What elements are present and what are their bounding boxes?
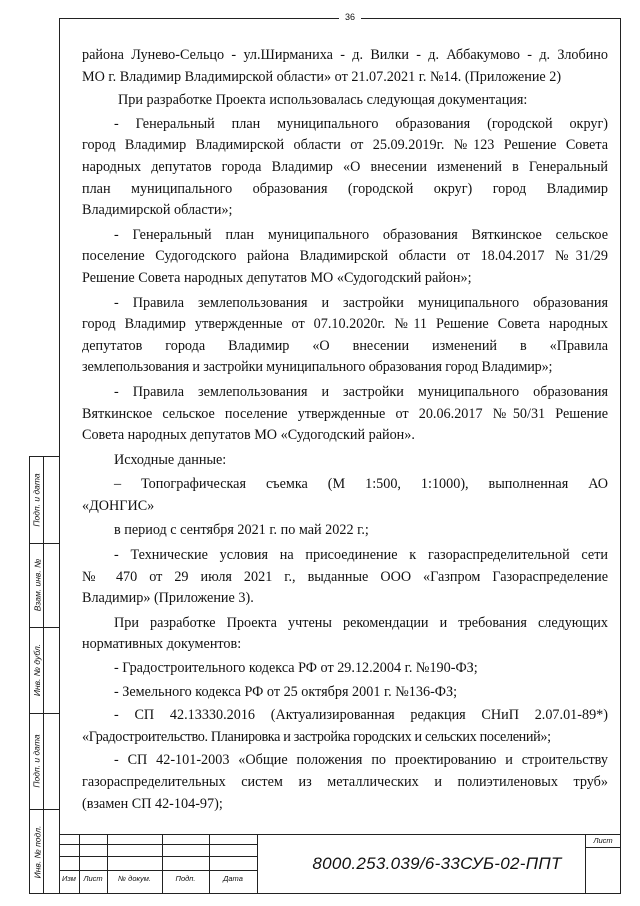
- stamp-col: [257, 834, 258, 894]
- text-line: - Земельного кодекса РФ от 25 октября 2001 г. №136-ФЗ;: [114, 683, 458, 700]
- text-line: МО г. Владимир Владимирской области» от 21.07.2021 г. №14. (Приложение 2): [82, 68, 562, 85]
- stamp-col-izm: Изм: [62, 874, 76, 883]
- text-line: - СП 42.13330.2016 (Актуализированная редакция СНиП 2.07.01-89*): [114, 707, 608, 724]
- text-line: нормативных документов:: [82, 636, 242, 653]
- stamp-col-list: Лист: [83, 874, 103, 883]
- stamp-rule: [585, 847, 621, 848]
- text-line: - СП 42-101-2003 «Общие положения по проектированию и строительству: [114, 752, 608, 769]
- text-line: Владимирской области»;: [82, 202, 233, 219]
- text-line: № 470 от 29 июля 2021 г., выданные ООО «Газпром Газораспределение: [82, 568, 608, 585]
- text-line: землепользования и застройки муниципального образования город Владимир»;: [82, 359, 553, 376]
- stamp-col: [162, 834, 163, 894]
- text-line: Исходные данные:: [114, 451, 227, 468]
- text-line: При разработке Проекта использовалась следующая документация:: [118, 92, 528, 109]
- sheet-label: Лист: [593, 836, 613, 845]
- stamp-col: [107, 834, 108, 894]
- page-number: 36: [339, 10, 361, 24]
- stamp-col: [209, 834, 210, 894]
- stamp-rule: [59, 844, 257, 845]
- text-line: - Правила землепользования и застройки муниципального образования: [114, 294, 608, 311]
- text-line: «Градостроительство. Планировка и застройка городских и сельских поселений»;: [82, 728, 551, 745]
- stamp-border: [59, 834, 621, 835]
- text-line: – Топографическая съемка (М 1:500, 1:1000), выполненная АО: [114, 476, 608, 493]
- stamp-col-docnum: № докум.: [117, 874, 152, 883]
- side-label-inv-dubl: Инв. № дубл.: [32, 643, 42, 697]
- stamp-col-data: Дата: [223, 874, 243, 883]
- text-line: депутатов города Владимир «О внесении изменений в «Правила: [82, 337, 608, 354]
- text-line: народных депутатов города Владимир «О внесении изменений в Генеральный: [82, 158, 608, 175]
- stamp-rule: [59, 870, 257, 871]
- text-line: - Правила землепользования и застройки муниципального образования: [114, 383, 608, 400]
- side-label-vzam-inv: Взам. инв. №: [32, 558, 43, 612]
- text-line: план муниципального образования (городской округ) город Владимир: [82, 180, 608, 197]
- text-line: Совета народных депутатов МО «Судогодский район».: [82, 427, 415, 444]
- document-code: 8000.253.039/6-33СУБ-02-ППТ: [312, 854, 562, 873]
- text-line: - Генеральный план муниципального образования Вяткинское сельское: [114, 226, 608, 243]
- title-block: [59, 834, 621, 894]
- text-line: «ДОНГИС»: [82, 497, 155, 514]
- text-line: город Владимир Владимирской области от 25.09.2019г. №123 Решение Совета: [82, 137, 608, 154]
- text-line: (взамен СП 42-104-97);: [82, 795, 223, 812]
- text-line: в период с сентября 2021 г. по май 2022 г.;: [114, 522, 369, 539]
- side-signature-strip: [29, 456, 59, 894]
- text-line: газораспределительных систем из металлических и полиэтиленовых труб»: [82, 774, 608, 790]
- text-line: - Технические условия на присоединение к газораспределительной сети: [114, 547, 608, 564]
- side-label-podp-data: Подп. и дата: [32, 734, 42, 788]
- stamp-col-podp: Подп.: [175, 874, 196, 883]
- stamp-rule: [59, 856, 257, 857]
- text-line: При разработке Проекта учтены рекомендации и требования следующих: [114, 614, 608, 631]
- text-line: Владимир» (Приложение 3).: [82, 590, 254, 607]
- text-line: - Генеральный план муниципального образования (городской округ): [114, 115, 608, 132]
- side-label-podp-data-top: Подп. и дата: [32, 473, 42, 527]
- side-label-inv-podl: Инв. № подл.: [32, 825, 42, 879]
- text-line: - Градостроительного кодекса РФ от 29.12.2004 г. №190-ФЗ;: [114, 660, 478, 677]
- text-line: поселение Судогодского района Владимирской области от 18.04.2017 №31/29: [82, 248, 608, 265]
- body-text: [82, 45, 608, 815]
- text-line: района Лунево-Сельцо - ул.Ширманиха - д. Вилки - д. Аббакумово - д. Злобино: [82, 47, 608, 63]
- text-line: Решение Совета народных депутатов МО «Судогодский район»;: [82, 269, 472, 286]
- stamp-col: [79, 834, 80, 894]
- text-line: город Владимир утвержденные от 07.10.2020г. №11 Решение Совета народных: [82, 316, 608, 333]
- text-line: Вяткинское сельское поселение утвержденные от 20.06.2017 №50/31 Решение: [82, 405, 608, 422]
